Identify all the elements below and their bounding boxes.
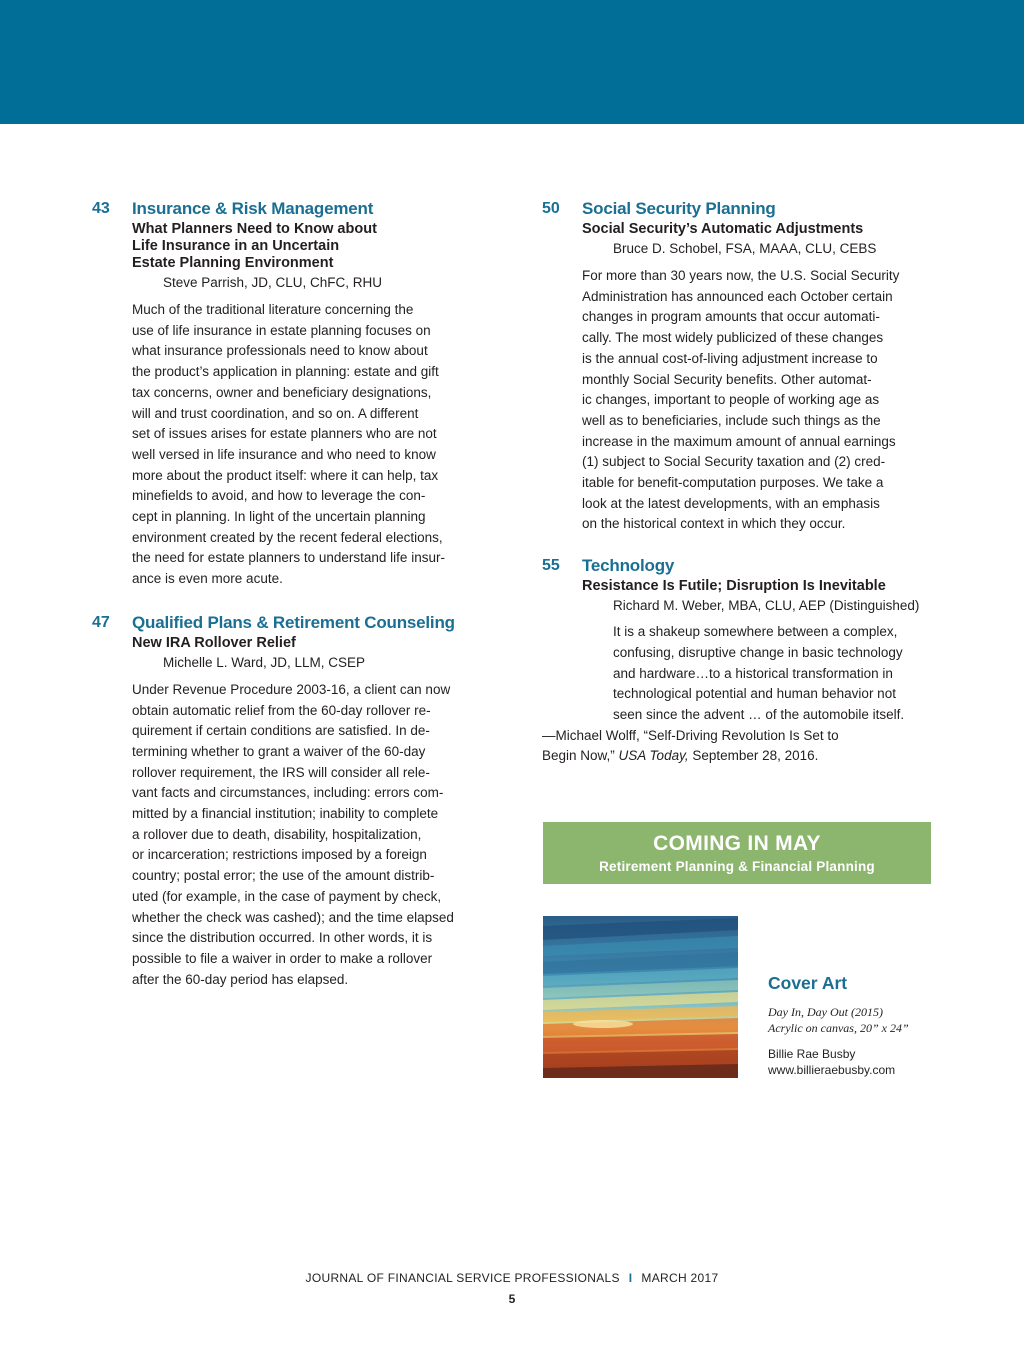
- coming-in-may-box: [543, 822, 931, 884]
- abstract-line: vant facts and circumstances, including: errors com-: [132, 785, 444, 801]
- article-title[interactable]: [132, 635, 481, 652]
- abstract-line: mitted by a financial institution; inability to complete: [132, 806, 439, 822]
- cover-art-info: [768, 972, 938, 1078]
- article-author: Richard M. Weber, MBA, CLU, AEP (Distinguished): [613, 598, 920, 614]
- abstract-line: quirement if certain conditions are satisfied. In de-: [132, 723, 430, 739]
- attribution-source: USA Today,: [618, 748, 689, 764]
- abstract-line: after the 60-day period has elapsed.: [132, 971, 349, 987]
- abstract-line: the need for estate planners to understand life insur-: [132, 550, 445, 566]
- abstract-line: look at the latest developments, with an emphasis: [582, 495, 880, 511]
- quote-line: seen since the advent … of the automobile itself.: [613, 706, 905, 722]
- quote-line: and hardware…to a historical transformation in: [613, 665, 893, 681]
- abstract-line: on the historical context in which they occur.: [582, 516, 846, 532]
- toc-entry-50: [542, 198, 931, 535]
- abstract-line: ance is even more acute.: [132, 571, 283, 587]
- section-title[interactable]: Qualified Plans & Retirement Counseling: [132, 612, 455, 632]
- section-title[interactable]: Technology: [582, 556, 675, 576]
- section-title[interactable]: Social Security Planning: [582, 199, 776, 218]
- abstract-line: environment created by the recent federal elections,: [132, 529, 443, 545]
- cover-art-title: Day In, Day Out (2015): [768, 1005, 883, 1019]
- abstract-line: country; postal error; the use of the amount distrib-: [132, 868, 435, 884]
- quote-line: confusing, disruptive change in basic technology: [613, 644, 903, 660]
- article-title-line: New IRA Rollover Relief: [132, 634, 296, 651]
- abstract-line: a rollover due to death, disability, hospitalization,: [132, 826, 422, 842]
- abstract-line: since the distribution occurred. In other words, it is: [132, 930, 433, 946]
- coming-subheading: Retirement Planning & Financial Planning: [599, 859, 875, 874]
- article-title[interactable]: [132, 221, 481, 272]
- abstract-line: whether the check was cashed); and the time elapsed: [132, 909, 454, 925]
- quote-line: technological potential and human behavior not: [613, 686, 896, 702]
- journal-name: JOURNAL OF FINANCIAL SERVICE PROFESSIONALS: [305, 1271, 620, 1285]
- footer-separator: I: [628, 1271, 633, 1285]
- toc-entry-47: [92, 612, 481, 991]
- attribution-text: Begin Now,”: [542, 748, 619, 764]
- abstract-line: For more than 30 years now, the U.S. Social Security: [582, 268, 900, 283]
- article-abstract: [132, 300, 481, 590]
- abstract-line: uted (for example, in the case of payment by check,: [132, 888, 442, 904]
- article-abstract: [132, 680, 481, 991]
- abstract-line: (1) subject to Social Security taxation and (2) cred-: [582, 454, 886, 470]
- left-column: [92, 198, 481, 990]
- article-author: Steve Parrish, JD, CLU, ChFC, RHU: [163, 275, 383, 290]
- abstract-line: tax concerns, owner and beneficiary designations,: [132, 384, 432, 400]
- cover-art-image: [543, 916, 738, 1078]
- page-number-ref[interactable]: 47: [92, 613, 110, 631]
- page-number: 5: [508, 1292, 516, 1306]
- abstract-line: termining whether to grant a waiver of the 60-day: [132, 743, 426, 759]
- attribution-line: —Michael Wolff, “Self-Driving Revolution Is Set to: [542, 727, 839, 743]
- abstract-line: increase in the maximum amount of annual earnings: [582, 433, 896, 449]
- abstract-line: minefields to avoid, and how to leverage the con-: [132, 488, 426, 504]
- epigraph-quote: [613, 622, 931, 726]
- cover-art-medium: Acrylic on canvas, 20” x 24”: [768, 1021, 909, 1035]
- abstract-line: well versed in life insurance and who need to know: [132, 446, 436, 462]
- abstract-line: ic changes, important to people of working age as: [582, 392, 880, 408]
- article-author: Bruce D. Schobel, FSA, MAAA, CLU, CEBS: [613, 241, 877, 256]
- abstract-line: what insurance professionals need to know about: [132, 343, 428, 359]
- abstract-line: Much of the traditional literature concerning the: [132, 302, 414, 317]
- quote-attribution: [542, 726, 931, 767]
- abstract-line: cally. The most widely publicized of these changes: [582, 330, 884, 346]
- abstract-line: itable for benefit-computation purposes. We take a: [582, 475, 884, 491]
- abstract-line: Administration has announced each October certain: [582, 288, 893, 304]
- abstract-line: monthly Social Security benefits. Other automat-: [582, 371, 872, 387]
- toc-entry-43: [92, 198, 481, 590]
- article-title[interactable]: Resistance Is Futile; Disruption Is Inevitable: [582, 578, 886, 595]
- cover-artist-name: Billie Rae Busby: [768, 1047, 856, 1061]
- section-title[interactable]: Insurance & Risk Management: [132, 199, 374, 218]
- article-abstract: [582, 266, 931, 535]
- cover-artist-website[interactable]: www.billieraebusby.com: [768, 1063, 896, 1077]
- abstract-line: set of issues arises for estate planners who are not: [132, 426, 437, 442]
- abstract-line: the product’s application in planning: estate and gift: [132, 364, 439, 380]
- quote-line: It is a shakeup somewhere between a complex,: [613, 624, 898, 640]
- abstract-line: more about the product itself: where it can help, tax: [132, 467, 439, 483]
- abstract-line: well as to beneficiaries, include such things as the: [582, 412, 881, 428]
- abstract-line: or incarceration; restrictions imposed by a foreign: [132, 847, 427, 863]
- page-number-ref[interactable]: 50: [542, 200, 560, 217]
- abstract-line: Under Revenue Procedure 2003-16, a client can now: [132, 681, 451, 697]
- page-number-ref[interactable]: 43: [92, 200, 110, 217]
- header-band: [0, 0, 1024, 124]
- article-title[interactable]: Social Security’s Automatic Adjustments: [582, 221, 864, 237]
- cover-art-heading: Cover Art: [768, 973, 848, 993]
- article-title-line: Estate Planning Environment: [132, 255, 334, 271]
- abstract-line: obtain automatic relief from the 60-day rollover re-: [132, 702, 431, 718]
- right-column: [542, 198, 931, 767]
- page-footer: [0, 1270, 1024, 1286]
- article-author: Michelle L. Ward, JD, LLM, CSEP: [163, 654, 366, 670]
- abstract-line: rollover requirement, the IRS will consider all rele-: [132, 764, 430, 780]
- abstract-line: will and trust coordination, and so on. A different: [132, 405, 419, 421]
- toc-entry-55: [542, 555, 931, 726]
- article-title-line: What Planners Need to Know about: [132, 221, 377, 237]
- attribution-line: [542, 746, 931, 767]
- coming-heading: COMING IN MAY: [653, 832, 821, 855]
- page-number-ref[interactable]: 55: [542, 557, 560, 575]
- issue-date: MARCH 2017: [641, 1271, 719, 1285]
- attribution-date: September 28, 2016.: [688, 748, 819, 764]
- abstract-line: is the annual cost-of-living adjustment increase to: [582, 350, 878, 366]
- abstract-line: possible to file a waiver in order to make a rollover: [132, 950, 433, 966]
- article-title-line: Life Insurance in an Uncertain: [132, 238, 340, 254]
- abstract-line: cept in planning. In light of the uncertain planning: [132, 509, 426, 525]
- abstract-line: use of life insurance in estate planning focuses on: [132, 322, 431, 338]
- abstract-line: changes in program amounts that occur automati-: [582, 309, 880, 325]
- cover-art-work: [768, 1004, 938, 1036]
